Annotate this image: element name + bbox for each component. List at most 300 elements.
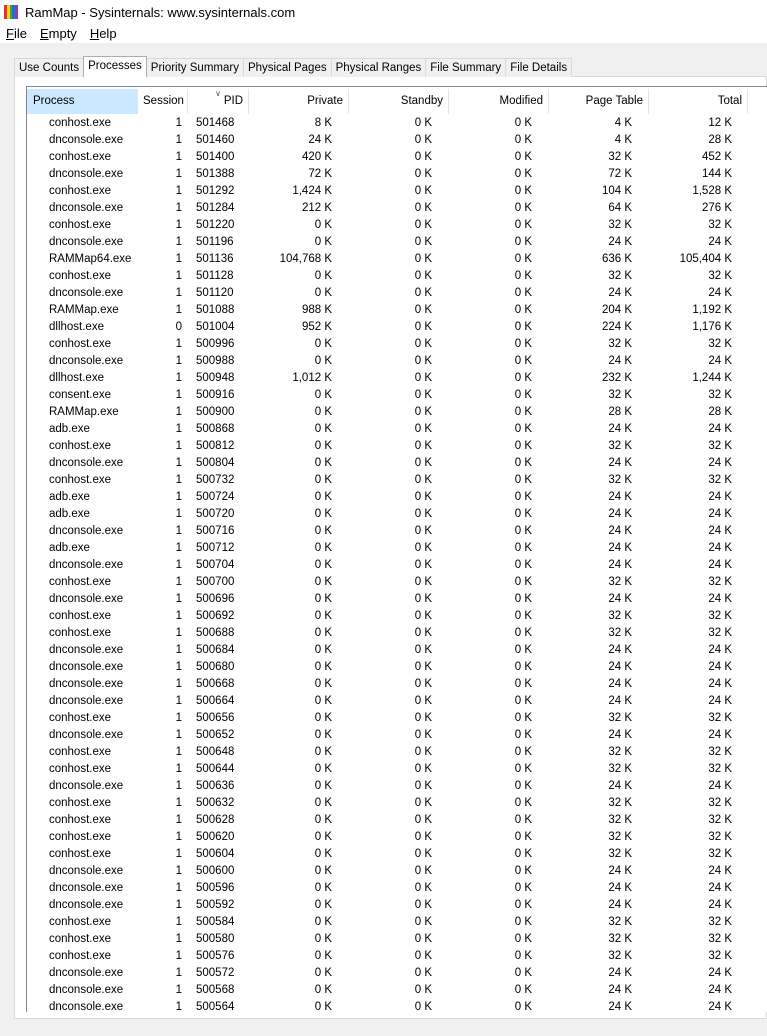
cell-private: 0 K (314, 678, 332, 690)
cell-process: dnconsole.exe (49, 882, 124, 894)
table-row[interactable] (27, 914, 735, 931)
table-row[interactable] (27, 608, 735, 625)
cell-process: dnconsole.exe (49, 525, 124, 537)
cell-standby: 0 K (414, 950, 432, 962)
cell-session: 1 (175, 253, 182, 265)
cell-pid: 501292 (196, 185, 235, 197)
status-bar (0, 1020, 767, 1036)
table-row[interactable] (27, 778, 735, 795)
cell-total: 105,404 K (679, 253, 732, 265)
column-header-label: Standby (400, 95, 443, 107)
cell-session: 1 (175, 882, 182, 894)
cell-modified: 0 K (514, 406, 532, 418)
table-row[interactable] (27, 353, 735, 370)
table-row[interactable] (27, 880, 735, 897)
table-row[interactable] (27, 625, 735, 642)
tab-file-details[interactable]: File Details (505, 58, 572, 77)
cell-page-table: 24 K (608, 287, 632, 299)
column-header-modified[interactable] (449, 89, 549, 114)
table-row[interactable] (27, 557, 735, 574)
cell-standby: 0 K (414, 304, 432, 316)
cell-process: conhost.exe (49, 746, 112, 758)
cell-page-table: 24 K (608, 593, 632, 605)
cell-modified: 0 K (514, 593, 532, 605)
sort-descending-icon: ∨ (215, 89, 221, 98)
cell-page-table: 24 K (608, 661, 632, 673)
cell-total: 24 K (708, 967, 732, 979)
cell-page-table: 24 K (608, 525, 632, 537)
cell-page-table: 24 K (608, 236, 632, 248)
cell-process: conhost.exe (49, 219, 112, 231)
cell-page-table: 32 K (608, 746, 632, 758)
cell-modified: 0 K (514, 627, 532, 639)
cell-private: 0 K (314, 831, 332, 843)
table-row[interactable] (27, 761, 735, 778)
cell-total: 24 K (708, 491, 732, 503)
cell-total: 32 K (708, 474, 732, 486)
cell-modified: 0 K (514, 287, 532, 299)
cell-session: 1 (175, 491, 182, 503)
table-row[interactable] (27, 727, 735, 744)
cell-page-table: 32 K (608, 474, 632, 486)
cell-standby: 0 K (414, 644, 432, 656)
window-title: RamMap - Sysinternals: www.sysinternals.com (25, 4, 296, 20)
cell-private: 0 K (314, 559, 332, 571)
cell-total: 28 K (708, 134, 732, 146)
list-rows (27, 115, 735, 1012)
cell-private: 0 K (314, 525, 332, 537)
column-header-session[interactable] (138, 89, 188, 114)
table-row[interactable] (27, 115, 735, 132)
cell-session: 1 (175, 831, 182, 843)
menu-help[interactable] (84, 26, 124, 41)
cell-standby: 0 K (414, 763, 432, 775)
cell-standby: 0 K (414, 355, 432, 367)
table-row[interactable] (27, 540, 735, 557)
cell-total: 24 K (708, 423, 732, 435)
cell-total: 1,192 K (692, 304, 732, 316)
cell-modified: 0 K (514, 542, 532, 554)
cell-standby: 0 K (414, 253, 432, 265)
cell-page-table: 24 K (608, 678, 632, 690)
cell-modified: 0 K (514, 253, 532, 265)
table-row[interactable] (27, 659, 735, 676)
cell-standby: 0 K (414, 151, 432, 163)
cell-modified: 0 K (514, 338, 532, 350)
cell-process: dnconsole.exe (49, 984, 124, 996)
cell-page-table: 4 K (614, 117, 632, 129)
cell-standby: 0 K (414, 168, 432, 180)
cell-session: 1 (175, 967, 182, 979)
cell-process: conhost.exe (49, 950, 112, 962)
table-row[interactable] (27, 506, 735, 523)
cell-modified: 0 K (514, 950, 532, 962)
cell-private: 0 K (314, 593, 332, 605)
cell-session: 1 (175, 729, 182, 741)
cell-private: 0 K (314, 406, 332, 418)
cell-private: 0 K (314, 423, 332, 435)
cell-private: 0 K (314, 576, 332, 588)
tab-priority-summary[interactable]: Priority Summary (146, 58, 244, 77)
table-row[interactable] (27, 149, 735, 166)
cell-process: conhost.exe (49, 797, 112, 809)
menu-label: mpty (48, 26, 77, 41)
cell-total: 24 K (708, 355, 732, 367)
cell-session: 1 (175, 185, 182, 197)
cell-pid: 500716 (196, 525, 235, 537)
cell-modified: 0 K (514, 508, 532, 520)
cell-process: dnconsole.exe (49, 729, 124, 741)
cell-modified: 0 K (514, 440, 532, 452)
cell-private: 0 K (314, 389, 332, 401)
cell-standby: 0 K (414, 202, 432, 214)
cell-standby: 0 K (414, 610, 432, 622)
cell-standby: 0 K (414, 984, 432, 996)
cell-pid: 500724 (196, 491, 235, 503)
table-row[interactable] (27, 523, 735, 540)
cell-private: 420 K (301, 151, 332, 163)
cell-total: 24 K (708, 287, 732, 299)
cell-private: 0 K (314, 355, 332, 367)
cell-private: 0 K (314, 644, 332, 656)
cell-standby: 0 K (414, 933, 432, 945)
table-row[interactable] (27, 999, 735, 1012)
table-row[interactable] (27, 166, 735, 183)
cell-pid: 500948 (196, 372, 235, 384)
table-row[interactable] (27, 948, 735, 965)
table-row[interactable] (27, 863, 735, 880)
cell-session: 1 (175, 644, 182, 656)
cell-pid: 500732 (196, 474, 235, 486)
cell-session: 1 (175, 950, 182, 962)
cell-pid: 500668 (196, 678, 235, 690)
cell-session: 1 (175, 865, 182, 877)
cell-modified: 0 K (514, 797, 532, 809)
cell-private: 0 K (314, 967, 332, 979)
cell-private: 104,768 K (279, 253, 332, 265)
table-row[interactable] (27, 642, 735, 659)
cell-page-table: 24 K (608, 457, 632, 469)
table-row[interactable] (27, 489, 735, 506)
tab-physical-ranges[interactable]: Physical Ranges (331, 58, 427, 77)
cell-standby: 0 K (414, 627, 432, 639)
cell-process: dnconsole.exe (49, 865, 124, 877)
cell-session: 1 (175, 474, 182, 486)
process-list[interactable] (26, 86, 767, 1012)
cell-private: 0 K (314, 746, 332, 758)
tab-physical-pages[interactable]: Physical Pages (243, 58, 332, 77)
cell-session: 1 (175, 304, 182, 316)
table-row[interactable] (27, 693, 735, 710)
cell-private: 0 K (314, 814, 332, 826)
cell-standby: 0 K (414, 185, 432, 197)
menu-bar (0, 24, 767, 43)
cell-modified: 0 K (514, 916, 532, 928)
cell-standby: 0 K (414, 882, 432, 894)
table-row[interactable] (27, 846, 735, 863)
column-header-label: PID (223, 95, 243, 107)
cell-process: dnconsole.exe (49, 236, 124, 248)
table-row[interactable] (27, 438, 735, 455)
cell-pid: 500804 (196, 457, 235, 469)
cell-session: 1 (175, 117, 182, 129)
table-row[interactable] (27, 455, 735, 472)
cell-total: 32 K (708, 440, 732, 452)
cell-pid: 500916 (196, 389, 235, 401)
cell-modified: 0 K (514, 882, 532, 894)
cell-process: dnconsole.exe (49, 559, 124, 571)
cell-pid: 500692 (196, 610, 235, 622)
cell-private: 24 K (308, 134, 332, 146)
cell-modified: 0 K (514, 814, 532, 826)
table-row[interactable] (27, 421, 735, 438)
cell-pid: 500652 (196, 729, 235, 741)
menu-file[interactable] (0, 26, 34, 41)
cell-page-table: 4 K (614, 134, 632, 146)
cell-session: 1 (175, 899, 182, 911)
cell-modified: 0 K (514, 321, 532, 333)
rammap-app-icon (4, 5, 18, 19)
cell-total: 24 K (708, 508, 732, 520)
cell-pid: 501220 (196, 219, 235, 231)
cell-modified: 0 K (514, 865, 532, 877)
cell-pid: 501388 (196, 168, 235, 180)
cell-page-table: 32 K (608, 270, 632, 282)
cell-session: 1 (175, 423, 182, 435)
cell-pid: 500680 (196, 661, 235, 673)
cell-modified: 0 K (514, 1001, 532, 1012)
cell-modified: 0 K (514, 423, 532, 435)
cell-standby: 0 K (414, 457, 432, 469)
tab-use-counts[interactable]: Use Counts (14, 58, 84, 77)
cell-process: dnconsole.exe (49, 355, 124, 367)
cell-modified: 0 K (514, 525, 532, 537)
table-row[interactable] (27, 268, 735, 285)
table-row[interactable] (27, 965, 735, 982)
cell-pid: 500648 (196, 746, 235, 758)
table-row[interactable] (27, 744, 735, 761)
cell-standby: 0 K (414, 236, 432, 248)
cell-page-table: 24 K (608, 984, 632, 996)
cell-total: 24 K (708, 661, 732, 673)
table-row[interactable] (27, 200, 735, 217)
cell-pid: 500636 (196, 780, 235, 792)
cell-standby: 0 K (414, 287, 432, 299)
cell-total: 28 K (708, 406, 732, 418)
column-header-label: Modified (499, 95, 543, 107)
table-row[interactable] (27, 251, 735, 268)
column-header-pid[interactable] (188, 89, 249, 114)
cell-private: 0 K (314, 865, 332, 877)
column-header-page-table[interactable] (549, 89, 649, 114)
table-row[interactable] (27, 217, 735, 234)
cell-modified: 0 K (514, 746, 532, 758)
cell-session: 1 (175, 287, 182, 299)
cell-modified: 0 K (514, 729, 532, 741)
cell-pid: 500580 (196, 933, 235, 945)
cell-process: conhost.exe (49, 117, 112, 129)
cell-total: 24 K (708, 899, 732, 911)
table-row[interactable] (27, 472, 735, 489)
cell-pid: 500656 (196, 712, 235, 724)
cell-private: 0 K (314, 610, 332, 622)
cell-private: 0 K (314, 882, 332, 894)
table-row[interactable] (27, 676, 735, 693)
cell-total: 276 K (701, 202, 732, 214)
cell-process: adb.exe (49, 542, 90, 554)
cell-process: RAMMap64.exe (49, 253, 132, 265)
cell-session: 1 (175, 338, 182, 350)
table-row[interactable] (27, 795, 735, 812)
table-row[interactable] (27, 710, 735, 727)
cell-page-table: 32 K (608, 576, 632, 588)
table-row[interactable] (27, 812, 735, 829)
cell-process: consent.exe (49, 389, 112, 401)
cell-private: 0 K (314, 797, 332, 809)
cell-private: 0 K (314, 933, 332, 945)
cell-total: 32 K (708, 814, 732, 826)
cell-process: dnconsole.exe (49, 695, 124, 707)
table-row[interactable] (27, 897, 735, 914)
cell-private: 0 K (314, 899, 332, 911)
cell-pid: 501284 (196, 202, 235, 214)
cell-session: 1 (175, 236, 182, 248)
cell-session: 1 (175, 440, 182, 452)
cell-private: 212 K (301, 202, 332, 214)
cell-private: 72 K (308, 168, 332, 180)
cell-standby: 0 K (414, 848, 432, 860)
cell-standby: 0 K (414, 916, 432, 928)
cell-process: dnconsole.exe (49, 1001, 124, 1012)
cell-process: dnconsole.exe (49, 134, 124, 146)
cell-modified: 0 K (514, 712, 532, 724)
cell-total: 24 K (708, 1001, 732, 1012)
column-header-label: Total (717, 95, 742, 107)
column-header-total[interactable] (649, 89, 748, 114)
cell-page-table: 24 K (608, 967, 632, 979)
cell-total: 24 K (708, 593, 732, 605)
cell-total: 452 K (701, 151, 732, 163)
cell-pid: 500564 (196, 1001, 235, 1012)
cell-pid: 500572 (196, 967, 235, 979)
cell-total: 32 K (708, 916, 732, 928)
table-row[interactable] (27, 829, 735, 846)
cell-process: conhost.exe (49, 712, 112, 724)
column-header-standby[interactable] (349, 89, 449, 114)
table-row[interactable] (27, 302, 735, 319)
cell-private: 0 K (314, 848, 332, 860)
cell-session: 1 (175, 457, 182, 469)
cell-standby: 0 K (414, 338, 432, 350)
cell-pid: 500600 (196, 865, 235, 877)
cell-process: dnconsole.exe (49, 780, 124, 792)
cell-total: 24 K (708, 457, 732, 469)
cell-pid: 501400 (196, 151, 235, 163)
cell-session: 1 (175, 372, 182, 384)
cell-modified: 0 K (514, 202, 532, 214)
column-header-label: Session (143, 95, 184, 107)
tab-file-summary[interactable]: File Summary (425, 58, 506, 77)
cell-session: 1 (175, 542, 182, 554)
cell-modified: 0 K (514, 661, 532, 673)
cell-page-table: 24 K (608, 508, 632, 520)
cell-standby: 0 K (414, 423, 432, 435)
cell-pid: 500704 (196, 559, 235, 571)
cell-standby: 0 K (414, 134, 432, 146)
cell-pid: 500664 (196, 695, 235, 707)
cell-standby: 0 K (414, 440, 432, 452)
cell-pid: 500720 (196, 508, 235, 520)
table-row[interactable] (27, 132, 735, 149)
cell-total: 24 K (708, 678, 732, 690)
cell-session: 1 (175, 168, 182, 180)
table-row[interactable] (27, 982, 735, 999)
cell-pid: 501088 (196, 304, 235, 316)
cell-pid: 500812 (196, 440, 235, 452)
column-header-process[interactable] (27, 89, 138, 114)
table-row[interactable] (27, 336, 735, 353)
cell-session: 1 (175, 678, 182, 690)
cell-page-table: 24 K (608, 1001, 632, 1012)
cell-modified: 0 K (514, 831, 532, 843)
cell-private: 1,424 K (292, 185, 332, 197)
cell-page-table: 24 K (608, 729, 632, 741)
cell-modified: 0 K (514, 984, 532, 996)
table-row[interactable] (27, 574, 735, 591)
cell-process: dllhost.exe (49, 372, 104, 384)
cell-pid: 500644 (196, 763, 235, 775)
cell-total: 1,528 K (692, 185, 732, 197)
cell-total: 32 K (708, 797, 732, 809)
cell-modified: 0 K (514, 491, 532, 503)
cell-standby: 0 K (414, 559, 432, 571)
cell-modified: 0 K (514, 168, 532, 180)
cell-page-table: 32 K (608, 933, 632, 945)
table-row[interactable] (27, 591, 735, 608)
cell-total: 24 K (708, 780, 732, 792)
cell-process: conhost.exe (49, 440, 112, 452)
table-row[interactable] (27, 387, 735, 404)
cell-modified: 0 K (514, 236, 532, 248)
cell-process: conhost.exe (49, 933, 112, 945)
cell-page-table: 64 K (608, 202, 632, 214)
cell-total: 32 K (708, 219, 732, 231)
cell-modified: 0 K (514, 304, 532, 316)
table-row[interactable] (27, 285, 735, 302)
column-header-private[interactable] (249, 89, 349, 114)
table-row[interactable] (27, 183, 735, 200)
cell-standby: 0 K (414, 661, 432, 673)
menu-empty[interactable] (34, 26, 84, 41)
cell-private: 0 K (314, 508, 332, 520)
cell-private: 0 K (314, 491, 332, 503)
cell-session: 1 (175, 780, 182, 792)
table-row[interactable] (27, 370, 735, 387)
cell-modified: 0 K (514, 899, 532, 911)
cell-total: 24 K (708, 984, 732, 996)
cell-pid: 500712 (196, 542, 235, 554)
cell-pid: 500596 (196, 882, 235, 894)
table-row[interactable] (27, 404, 735, 421)
table-row[interactable] (27, 234, 735, 251)
table-row[interactable] (27, 931, 735, 948)
cell-session: 1 (175, 576, 182, 588)
cell-page-table: 32 K (608, 151, 632, 163)
tab-processes[interactable]: Processes (83, 56, 147, 77)
cell-session: 1 (175, 627, 182, 639)
table-row[interactable] (27, 319, 735, 336)
cell-private: 952 K (301, 321, 332, 333)
